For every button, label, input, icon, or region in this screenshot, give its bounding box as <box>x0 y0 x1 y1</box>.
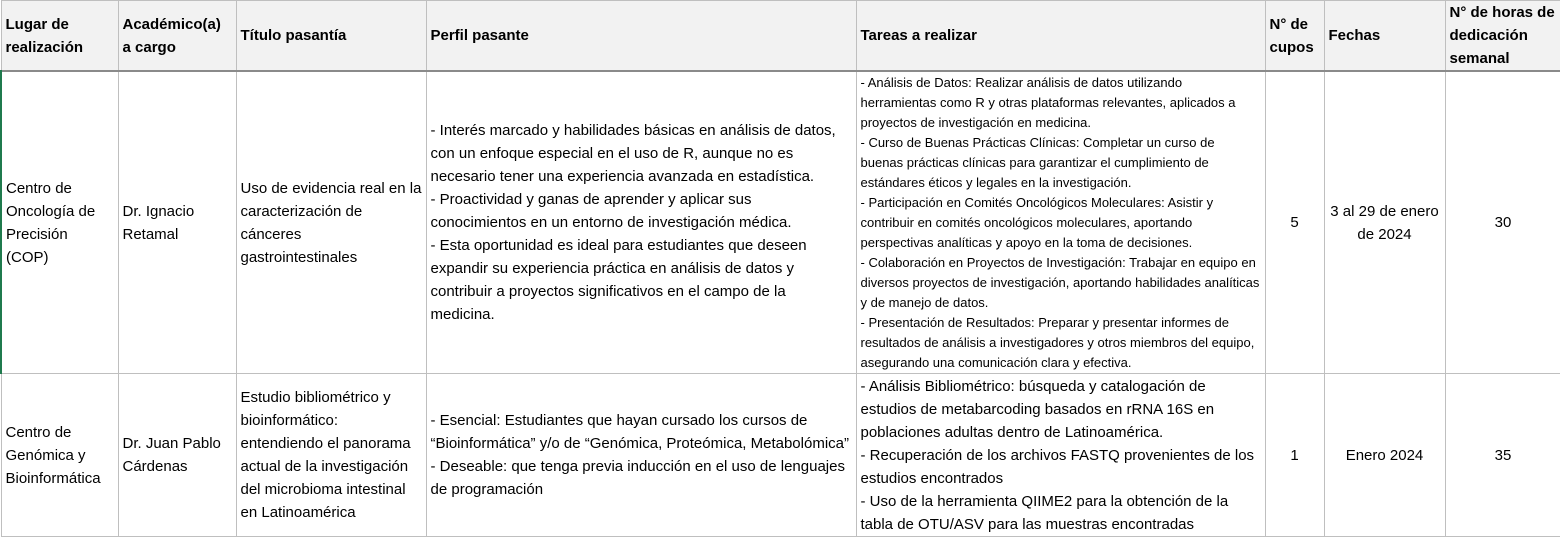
header-horas[interactable]: N° de horas de dedicación semanal <box>1445 1 1560 72</box>
cell-horas[interactable]: 30 <box>1445 71 1560 374</box>
header-row <box>1 1 1560 72</box>
header-academico[interactable]: Académico(a) a cargo <box>118 1 236 72</box>
header-perfil[interactable]: Perfil pasante <box>426 1 856 72</box>
cell-titulo[interactable]: Uso de evidencia real en la caracterización de cánceres gastrointestinales <box>236 71 426 374</box>
header-titulo[interactable]: Título pasantía <box>236 1 426 72</box>
cell-lugar[interactable]: Centro de Genómica y Bioinformática <box>1 374 118 537</box>
cell-cupos[interactable]: 5 <box>1265 71 1324 374</box>
header-tareas[interactable]: Tareas a realizar <box>856 1 1265 72</box>
cell-fechas[interactable]: 3 al 29 de enero de 2024 <box>1324 71 1445 374</box>
cell-perfil[interactable]: - Interés marcado y habilidades básicas en análisis de datos, con un enfoque especial en el uso de R, aunque no es necesario tener una experiencia avanzada en estadística. - Proactividad y ganas de aprender y aplicar sus conocimientos en un entorno de investigación médica. - Esta oportunidad es ideal para estudiantes que deseen expandir su experiencia práctica en análisis de datos y contribuir a proyectos significativos en el campo de la medicina. <box>426 71 856 374</box>
header-lugar[interactable]: Lugar de realización <box>1 1 118 72</box>
cell-perfil[interactable]: - Esencial: Estudiantes que hayan cursado los cursos de “Bioinformática” y/o de “Genómica, Proteómica, Metabolómica” - Deseable: que tenga previa inducción en el uso de lenguajes de programación <box>426 374 856 537</box>
table-row <box>1 374 1560 537</box>
cell-lugar[interactable]: Centro de Oncología de Precisión (COP) <box>1 71 118 374</box>
cell-fechas[interactable]: Enero 2024 <box>1324 374 1445 537</box>
cell-horas[interactable]: 35 <box>1445 374 1560 537</box>
cell-titulo[interactable]: Estudio bibliométrico y bioinformático: entendiendo el panorama actual de la investigación del microbioma intestinal en Latinoamérica <box>236 374 426 537</box>
cell-academico[interactable]: Dr. Ignacio Retamal <box>118 71 236 374</box>
cell-tareas[interactable]: - Análisis de Datos: Realizar análisis de datos utilizando herramientas como R y otras plataformas relevantes, aplicados a proyectos de investigación en medicina. - Curso de Buenas Prácticas Clínicas: Completar un curso de buenas prácticas clínicas para garantizar el cumplimiento de estándares éticos y legales en la investigación. - Participación en Comités Oncológicos Moleculares: Asistir y contribuir en comités oncológicos moleculares, aportando perspectivas analíticas y apoyo en la toma de decisiones. - Colaboración en Proyectos de Investigación: Trabajar en equipo en diversos proyectos de investigación, aportando habilidades analíticas y de manejo de datos. - Presentación de Resultados: Preparar y presentar informes de resultados de análisis a investigadores y otros miembros del equipo, asegurando una comunicación clara y efectiva. <box>856 71 1265 374</box>
table-row <box>1 71 1560 374</box>
cell-academico[interactable]: Dr. Juan Pablo Cárdenas <box>118 374 236 537</box>
header-fechas[interactable]: Fechas <box>1324 1 1445 72</box>
cell-cupos[interactable]: 1 <box>1265 374 1324 537</box>
header-cupos[interactable]: N° de cupos <box>1265 1 1324 72</box>
cell-tareas[interactable]: - Análisis Bibliométrico: búsqueda y catalogación de estudios de metabarcoding basados en rRNA 16S en poblaciones adultas dentro de Latinoamérica. - Recuperación de los archivos FASTQ provenientes de los estudios encontrados - Uso de la herramienta QIIME2 para la obtención de la tabla de OTU/ASV para las muestras encontradas <box>856 374 1265 537</box>
